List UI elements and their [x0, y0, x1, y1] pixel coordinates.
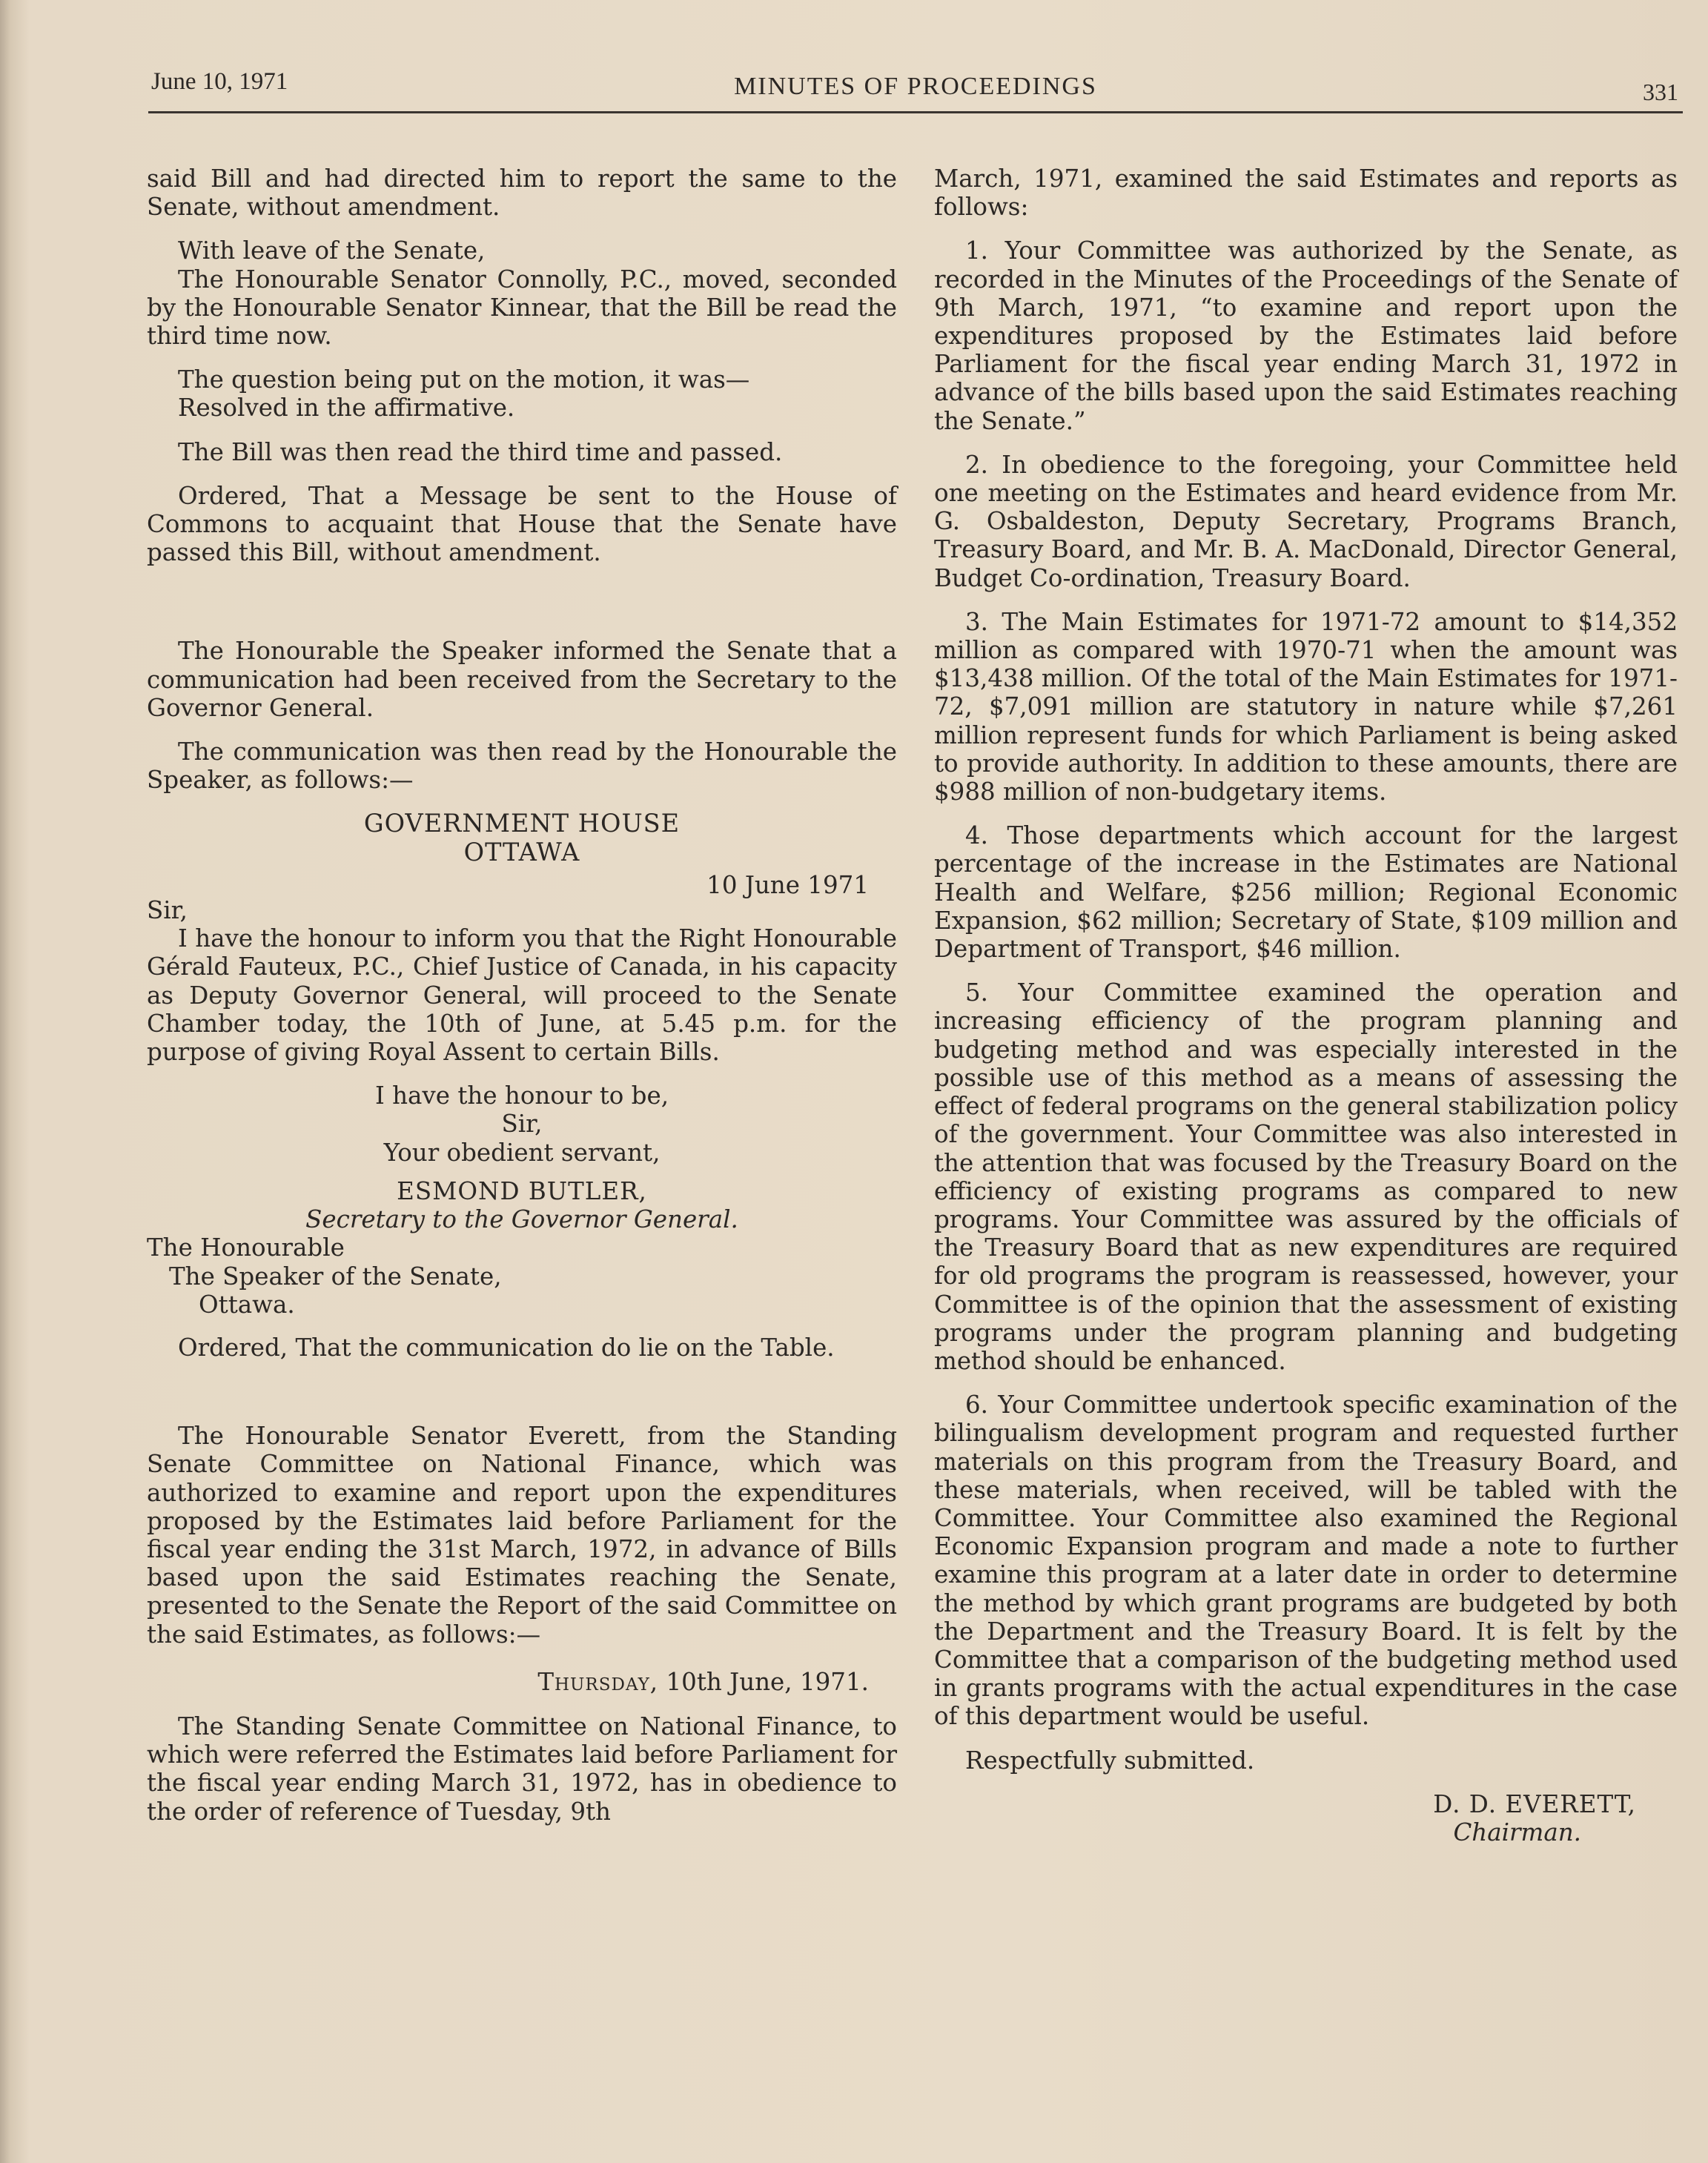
- report-date-text: 10th June, 1971.: [666, 1667, 869, 1696]
- page-header: [148, 65, 1683, 113]
- letter-signer: ESMOND BUTLER,: [397, 1176, 647, 1205]
- paragraph: Ordered, That the communication do lie on the Table.: [178, 1333, 835, 1362]
- paragraph: With leave of the Senate,: [178, 236, 486, 265]
- paragraph: Ordered, That a Message be sent to the House of Commons to acquaint that House that the Senate have passed this Bill, without amendment.: [147, 481, 897, 567]
- letter-salutation: Sir,: [147, 896, 188, 925]
- letter-house: GOVERNMENT HOUSE: [363, 809, 681, 838]
- letter-body: I have the honour to inform you that the Right Honourable Gérald Fauteux, P.C., Chief Justice of Canada, in his capacity as Deputy Governor General, will proceed to the Senate Chamber today, the 10th of June, at 5.45 p.m. for the purpose of giving Royal Assent to certain Bills.: [147, 924, 897, 1067]
- report-day: Thursday,: [537, 1667, 659, 1696]
- letter-closing: I have the honour to be,: [374, 1082, 669, 1110]
- letter-closing: Your obedient servant,: [383, 1138, 661, 1167]
- letter-address: The Honourable: [147, 1233, 345, 1262]
- paragraph: The communication was then read by the Honourable the Speaker, as follows:—: [147, 738, 897, 795]
- header-title: MINUTES OF PROCEEDINGS: [734, 73, 1097, 100]
- paragraph: 6. Your Committee undertook specific examination of the bilingualism development program and requested further materials on this program from the Treasury Board, and these materials, when received, will be tabled with the Committee. Your Committee also examined the Regional Economic Expansion program and made a note to further examine this program at a later date in order to determine the method by which grant programs are budgeted by both the Department and the Treasury Board. It is felt by the Committee that a comparison of the budgeting method used in grants programs with the actual expenditures in the case of this department would be useful.: [934, 1391, 1678, 1731]
- letter-signer-title: Secretary to the Governor General.: [305, 1205, 738, 1234]
- paragraph: The Honourable Senator Connolly, P.C., moved, seconded by the Honourable Senator Kinnear, that the Bill be read the third time now.: [147, 265, 897, 351]
- right-column: [934, 165, 1678, 1846]
- letter-address: Ottawa.: [199, 1290, 295, 1319]
- paragraph: The Honourable Senator Everett, from the Standing Senate Committee on National Finance, which was authorized to examine and report upon the expenditures proposed by the Estimates laid before Parliament for the fiscal year ending the 31st March, 1972, in advance of Bills based upon the said Estimates reaching the Senate, presented to the Senate the Report of the said Committee on the said Estimates, as follows:—: [147, 1422, 897, 1649]
- letter-date: 10 June 1971: [706, 870, 869, 899]
- chair-title: Chairman.: [1453, 1818, 1581, 1846]
- header-date: June 10, 1971: [151, 68, 288, 95]
- chair-name: D. D. EVERETT,: [1433, 1789, 1636, 1818]
- left-column: [147, 165, 897, 1841]
- paragraph: 1. Your Committee was authorized by the Senate, as recorded in the Minutes of the Proceedings of the Senate of 9th March, 1971, “to examine and report upon the expenditures proposed by the Estimates laid before Parliament for the fiscal year ending March 31, 1972 in advance of the bills based upon the said Estimates reaching the Senate.”: [934, 236, 1678, 435]
- paragraph: 5. Your Committee examined the operation and increasing efficiency of the program planning and budgeting method and was especially interested in the possible use of this method as a means of assessing the effect of federal programs on the general stabilization policy of the government. Your Committee was also interested in the attention that was focused by the Treasury Board on the efficiency of existing programs as compared to new programs. Your Committee was assured by the officials of the Treasury Board that as new expenditures are required for old programs the program is reassessed, however, your Committee is of the opinion that the assessment of existing programs under the program planning and budgeting method should be enhanced.: [934, 978, 1678, 1375]
- letter-city: OTTAWA: [463, 837, 580, 867]
- paragraph: Resolved in the affirmative.: [178, 394, 515, 423]
- paragraph: 4. Those departments which account for the largest percentage of the increase in the Estimates are National Health and Welfare, $256 million; Regional Economic Expansion, $62 million; Secretary of State, $109 million and Department of Transport, $46 million.: [934, 821, 1678, 964]
- paragraph: The Honourable the Speaker informed the Senate that a communication had been received from the Secretary to the Governor General.: [147, 637, 897, 722]
- paragraph: 2. In obedience to the foregoing, your Committee held one meeting on the Estimates and heard evidence from Mr. G. Osbaldeston, Deputy Secretary, Programs Branch, Treasury Board, and Mr. B. A. MacDonald, Director General, Budget Co-ordination, Treasury Board.: [934, 450, 1678, 592]
- paragraph: Respectfully submitted.: [965, 1746, 1255, 1775]
- letter: [147, 809, 897, 1318]
- report-date: [147, 1668, 869, 1696]
- paragraph: 3. The Main Estimates for 1971-72 amount to $14,352 million as compared with 1970-71 when the amount was $13,438 million. Of the total of the Main Estimates for 1971-72, $7,091 million are statutory in nature while $7,261 million represent funds for which Parliament is being asked to provide authority. In addition to these amounts, there are $988 million of non-budgetary items.: [934, 607, 1678, 806]
- paragraph: The Standing Senate Committee on National Finance, to which were referred the Estimates laid before Parliament for the fiscal year ending March 31, 1972, has in obedience to the order of reference of Tuesday, 9th: [147, 1712, 897, 1826]
- paragraph: The question being put on the motion, it was—: [178, 365, 750, 394]
- paragraph: The Bill was then read the third time and passed.: [178, 437, 783, 466]
- letter-address: The Speaker of the Senate,: [169, 1262, 502, 1291]
- letter-closing: Sir,: [501, 1110, 543, 1139]
- paragraph: March, 1971, examined the said Estimates and reports as follows:: [934, 165, 1678, 222]
- paragraph: said Bill and had directed him to report the same to the Senate, without amendment.: [147, 165, 897, 222]
- page-number: 331: [1643, 79, 1678, 105]
